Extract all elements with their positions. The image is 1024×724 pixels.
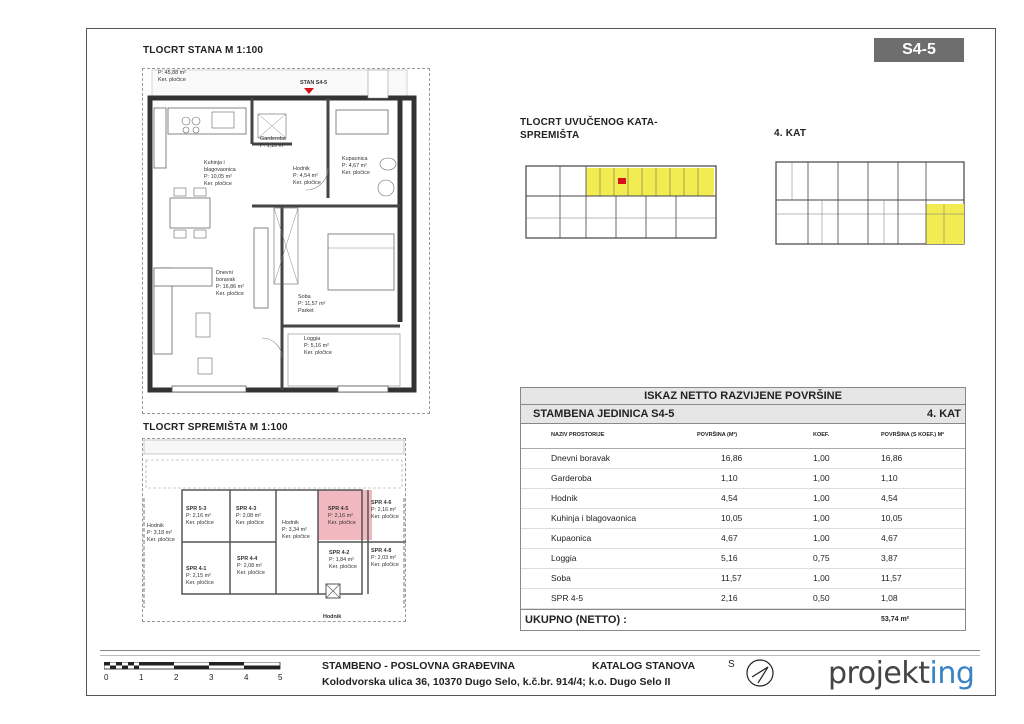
row-area: 4,67 [721, 533, 738, 543]
table-row [521, 489, 965, 509]
north-letter: S [728, 659, 735, 670]
total-value: 53,74 m² [881, 616, 910, 623]
footer-divider [100, 650, 980, 651]
row-name: Kupaonica [551, 533, 592, 543]
row-total: 4,67 [881, 533, 898, 543]
row-total: 3,87 [881, 553, 898, 563]
row-total: 11,57 [881, 573, 902, 583]
storage-label-spr43: SPR 4-3 P: 2,08 m² Ker. pločice [236, 506, 264, 526]
table-row [521, 529, 965, 549]
storage-label-spr45: SPR 4-5 P: 2,16 m² Ker. pločice [328, 506, 356, 526]
north-arrow-icon [744, 657, 776, 689]
scale-label: 0 [104, 673, 109, 682]
row-name: SPR 4-5 [551, 593, 584, 603]
area-table [520, 387, 966, 631]
row-coef: 1,00 [813, 573, 830, 583]
label-garderoba: Garderoba P: 1,10 m² [260, 136, 286, 149]
col-coef-header: KOEF. [813, 432, 830, 438]
col-area-header: POVRŠINA (M²) [697, 432, 738, 438]
table-row [521, 569, 965, 589]
row-total: 1,08 [881, 593, 898, 603]
storage-label-hodnik-bottom: Hodnik [323, 614, 342, 620]
row-name: Dnevni boravak [551, 453, 611, 463]
row-area: 10,05 [721, 513, 743, 523]
floor-plan-heading: TLOCRT STANA M 1:100 [143, 45, 264, 56]
scale-label: 3 [209, 673, 214, 682]
unit-badge: S4-5 [874, 38, 964, 62]
label-hodnik: Hodnik P: 4,54 m² Ker. pločice [293, 166, 321, 186]
scale-label: 4 [244, 673, 249, 682]
row-coef: 1,00 [813, 453, 830, 463]
table-title: ISKAZ NETTO RAZVIJENE POVRŠINE [521, 388, 965, 405]
row-name: Loggia [551, 553, 577, 563]
storage-label-spr46: SPR 4-6 P: 2,16 m² Ker. pločice [371, 500, 399, 520]
footer-address: Kolodvorska ulica 36, 10370 Dugo Selo, k.č.br. 914/4; k.o. Dugo Selo II [322, 676, 671, 688]
storage-label-spr44: SPR 4-4 P: 2,08 m² Ker. pločice [237, 556, 265, 576]
scale-label: 2 [174, 673, 179, 682]
table-unit-label: STAMBENA JEDINICA S4-5 [533, 408, 675, 420]
table-row [521, 449, 965, 469]
row-area: 2,16 [721, 593, 738, 603]
row-area: 4,54 [721, 493, 738, 503]
total-label: UKUPNO (NETTO) : [525, 614, 627, 626]
storage-label-hodnik-left: Hodnik P: 3,18 m² Ker. pločice [147, 523, 175, 543]
row-total: 1,10 [881, 473, 898, 483]
label-kuhinja: Kuhinja i blagovaonica P: 10,05 m² Ker. pločice [204, 160, 236, 187]
label-soba: Soba P: 11,57 m² Parket [298, 294, 326, 314]
row-name: Kuhinja i blagovaonica [551, 513, 637, 523]
scale-bar [104, 662, 282, 670]
row-total: 16,86 [881, 453, 903, 463]
scale-label: 5 [278, 673, 283, 682]
table-unit-row [521, 405, 965, 424]
row-area: 16,86 [721, 453, 743, 463]
row-coef: 1,00 [813, 493, 830, 503]
storage-label-spr42: SPR 4-2 P: 1,84 m² Ker. pločice [329, 550, 357, 570]
table-row [521, 509, 965, 529]
scale-label: 1 [139, 673, 144, 682]
row-name: Garderoba [551, 473, 592, 483]
row-coef: 0,50 [813, 593, 830, 603]
row-total: 10,05 [881, 513, 903, 523]
storage-plan-heading: TLOCRT SPREMIŠTA M 1:100 [143, 422, 288, 433]
row-name: Soba [551, 573, 571, 583]
col-name-header: NAZIV PROSTORIJE [551, 432, 605, 438]
apartment-plan-drawing [142, 68, 430, 414]
row-total: 4,54 [881, 493, 898, 503]
table-header [521, 424, 965, 449]
col-total-header: POVRŠINA (S KOEF.) M² [881, 432, 945, 438]
label-top-strip: P: 45,88 m² Ker. pločice [158, 70, 186, 83]
storage-label-spr53: SPR 5-3 P: 2,16 m² Ker. pločice [186, 506, 214, 526]
footer-project: STAMBENO - POSLOVNA GRAĐEVINA [322, 660, 516, 672]
recessed-floor-heading: TLOCRT UVUČENOG KATA- SPREMIŠTA [520, 117, 658, 141]
storage-label-spr48: SPR 4-8 P: 2,03 m² Ker. pločice [371, 548, 399, 568]
recessed-floor-keyplan [520, 158, 722, 250]
label-loggia: Loggia P: 5,16 m² Ker. pločice [304, 336, 332, 356]
fourth-floor-heading: 4. KAT [774, 128, 807, 139]
table-row [521, 549, 965, 569]
keyplan-unit-highlight [926, 204, 964, 244]
keyplan-storage-highlight [586, 168, 714, 196]
storage-label-spr41: SPR 4-1 P: 2,15 m² Ker. pločice [186, 566, 214, 586]
row-coef: 1,00 [813, 473, 830, 483]
table-floor-label: 4. KAT [926, 408, 961, 420]
table-row [521, 589, 965, 609]
storage-plan-drawing [142, 438, 406, 622]
row-name: Hodnik [551, 493, 578, 503]
row-coef: 1,00 [813, 533, 830, 543]
table-total-row [521, 609, 965, 630]
projekting-logo: projekting [828, 656, 975, 691]
storage-label-hodnik-mid: Hodnik P: 3,34 m² Ker. pločice [282, 520, 310, 540]
row-area: 5,16 [721, 553, 738, 563]
table-row [521, 469, 965, 489]
label-dnevni: Dnevni boravak P: 16,86 m² Ker. pločice [216, 270, 244, 297]
row-area: 11,57 [721, 573, 742, 583]
label-kupaonica: Kupaonica P: 4,67 m² Ker. pločice [342, 156, 370, 176]
entry-marker-label: STAN S4-5 [300, 80, 328, 86]
fourth-floor-keyplan [774, 158, 968, 250]
footer-catalog: KATALOG STANOVA [592, 660, 696, 672]
row-coef: 0,75 [813, 553, 830, 563]
row-area: 1,10 [721, 473, 738, 483]
row-coef: 1,00 [813, 513, 830, 523]
